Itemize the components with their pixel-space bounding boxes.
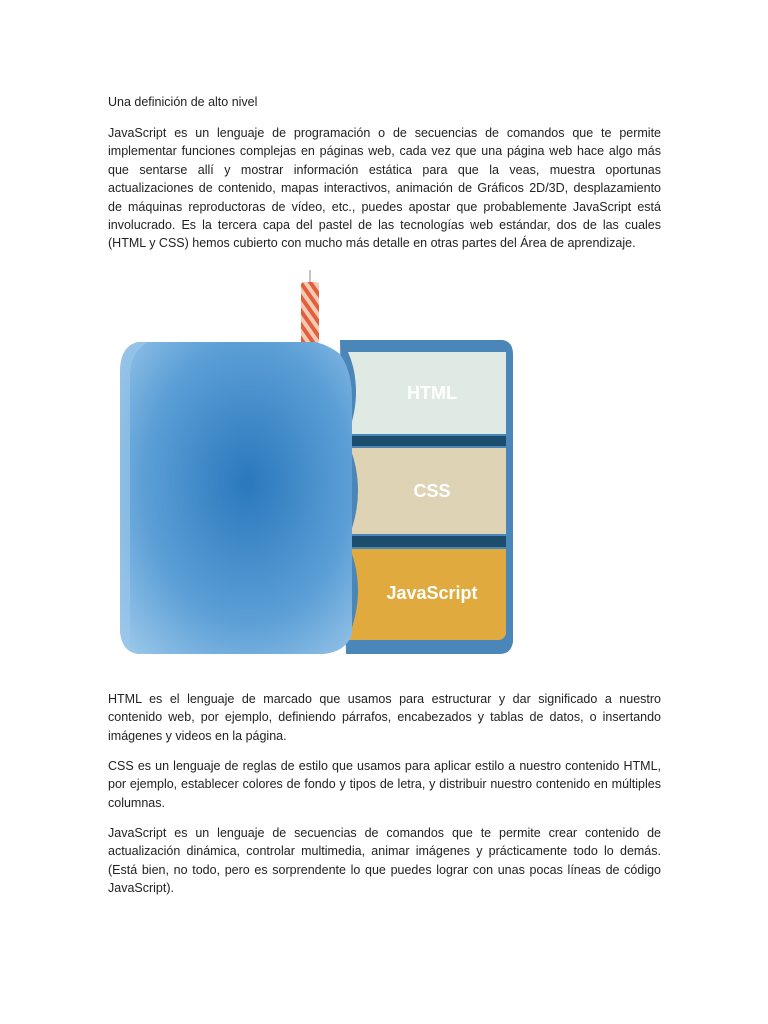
css-term: CSS: [108, 759, 134, 773]
javascript-paragraph: [108, 824, 661, 898]
divider: [348, 436, 506, 446]
candle: [301, 270, 319, 344]
intro-paragraph: JavaScript es un lenguaje de programación o de secuencias de comandos que te permite implementar funciones complejas en páginas web, cada vez que una página web hace algo más que sentarse allí y mostrar información estática para que la veas, muestra oportunas actualizaciones de contenido, mapas interactivos, animación de Gráficos 2D/3D, desplazamiento de máquinas reproductoras de vídeo, etc., puedes apostar que probablemente JavaScript está involucrado. Es la tercera capa del pastel de las tecnologías web estándar, dos de las cuales (HTML y CSS) hemos cubierto con mucho más detalle en otras partes del Área de aprendizaje.: [108, 126, 661, 251]
javascript-description: es un lenguaje de secuencias de comandos que te permite crear contenido de actualización dinámica, controlar multimedia, animar imágenes y prácticamente todo lo demás. (Está bien, no todo, pero es sorprendente lo que puedes lograr con unas pocas líneas de código JavaScript).: [108, 826, 661, 896]
html-description: es el lenguaje de marcado que usamos para estructurar y dar significado a nuestro contenido web, por ejemplo, definiendo párrafos, encabezados y tablas de datos, o insertando imágenes y videos en la página.: [108, 692, 661, 743]
css-description: es un lenguaje de reglas de estilo que usamos para aplicar estilo a nuestro contenido HTML, por ejemplo, establecer colores de fondo y tipos de letra, y distribuir nuestro contenido en múltiples columnas.: [108, 759, 661, 810]
divider: [348, 536, 506, 547]
web-tech-cake-illustration: [108, 262, 528, 672]
html-paragraph: [108, 690, 661, 745]
html-term: HTML: [108, 692, 142, 706]
layer-label-css: CSS: [413, 481, 451, 501]
layer-label-javascript: JavaScript: [386, 583, 478, 603]
section-heading: Una definición de alto nivel: [108, 95, 258, 109]
cake-body: [120, 342, 352, 654]
css-paragraph: [108, 757, 661, 812]
layer-label-html: HTML: [407, 383, 457, 403]
javascript-term: JavaScript: [108, 826, 167, 840]
